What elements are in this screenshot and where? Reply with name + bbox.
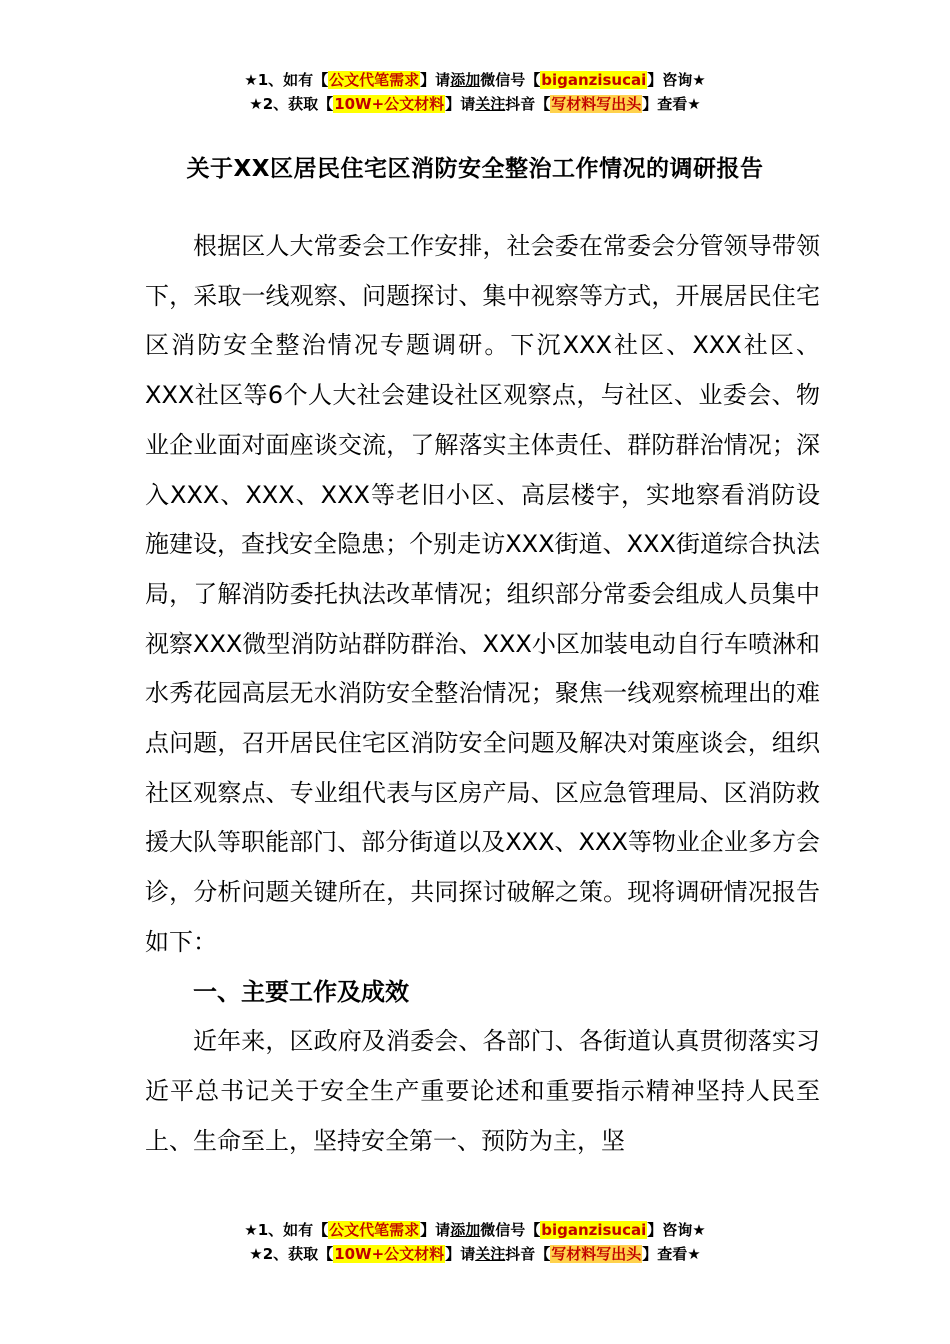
banner-text: 】咨询★: [647, 71, 706, 89]
banner-text: 】请: [420, 71, 451, 89]
banner-underlined-text: 关注: [475, 1245, 506, 1263]
banner-text: 抖音【: [505, 1245, 551, 1263]
banner-text: 抖音【: [505, 95, 551, 113]
banner-text: 】请: [420, 1221, 451, 1239]
banner-text: 】查看★: [642, 95, 701, 113]
banner-line-2: [0, 92, 950, 116]
footer-banner: [0, 1218, 950, 1266]
document-title: 关于XX区居民住宅区消防安全整治工作情况的调研报告: [186, 156, 764, 182]
banner-text: 微信号【: [480, 1221, 541, 1239]
section-heading: 一、主要工作及成效: [193, 977, 409, 1006]
body-paragraph: 根据区人大常委会工作安排，社会委在常委会分管领导带领下，采取一线观察、问题探讨、集中视察等方式，开展居民住宅区消防安全整治情况专题调研。下沉XXX社区、XXX社区、XXX社区等6个人大社会建设社区观察点，与社区、业委会、物业企业面对面座谈交流，了解落实主体责任、群防群治情况；深入XXX、XXX、XXX等老旧小区、高层楼宇，实地察看消防设施建设，查找安全隐患；个别走访XXX街道、XXX街道综合执法局，了解消防委托执法改革情况；组织部分常委会组成人员集中视察XXX微型消防站群防群治、XXX小区加装电动自行车喷淋和水秀花园高层无水消防安全整治情况；聚焦一线观察梳理出的难点问题，召开居民住宅区消防安全问题及解决对策座谈会，组织社区观察点、专业组代表与区房产局、区应急管理局、区消防救援大队等职能部门、部分街道以及XXX、XXX等物业企业多方会诊，分析问题关键所在，共同探讨破解之策。现将调研情况报告如下：: [145, 232, 820, 956]
banner-highlight: 10W+公文材料: [334, 1245, 445, 1263]
document-body: [145, 222, 820, 1166]
body-paragraph: 近年来，区政府及消委会、各部门、各街道认真贯彻落实习近平总书记关于安全生产重要论述和重要指示精神坚持人民至上、生命至上，坚持安全第一、预防为主，坚: [145, 1027, 820, 1155]
banner-text: 】请: [445, 95, 476, 113]
banner-text: ★1、如有【: [244, 1221, 329, 1239]
banner-text: 】请: [445, 1245, 476, 1263]
banner-wechat-id: biganzisucai: [541, 71, 647, 89]
banner-text: ★2、获取【: [249, 1245, 334, 1263]
banner-line-1: [0, 68, 950, 92]
banner-text: 】咨询★: [647, 1221, 706, 1239]
banner-underlined-text: 添加: [450, 1221, 481, 1239]
header-banner: [0, 68, 950, 116]
banner-douyin-id: 写材料写出头: [551, 1245, 642, 1263]
banner-line-2: [0, 1242, 950, 1266]
banner-highlight: 公文代笔需求: [329, 71, 420, 89]
banner-underlined-text: 关注: [475, 95, 506, 113]
banner-text: 微信号【: [480, 71, 541, 89]
banner-underlined-text: 添加: [450, 71, 481, 89]
banner-douyin-id: 写材料写出头: [551, 95, 642, 113]
banner-highlight: 公文代笔需求: [329, 1221, 420, 1239]
banner-line-1: [0, 1218, 950, 1242]
banner-text: 】查看★: [642, 1245, 701, 1263]
banner-wechat-id: biganzisucai: [541, 1221, 647, 1239]
banner-text: ★2、获取【: [249, 95, 334, 113]
banner-highlight: 10W+公文材料: [334, 95, 445, 113]
banner-text: ★1、如有【: [244, 71, 329, 89]
